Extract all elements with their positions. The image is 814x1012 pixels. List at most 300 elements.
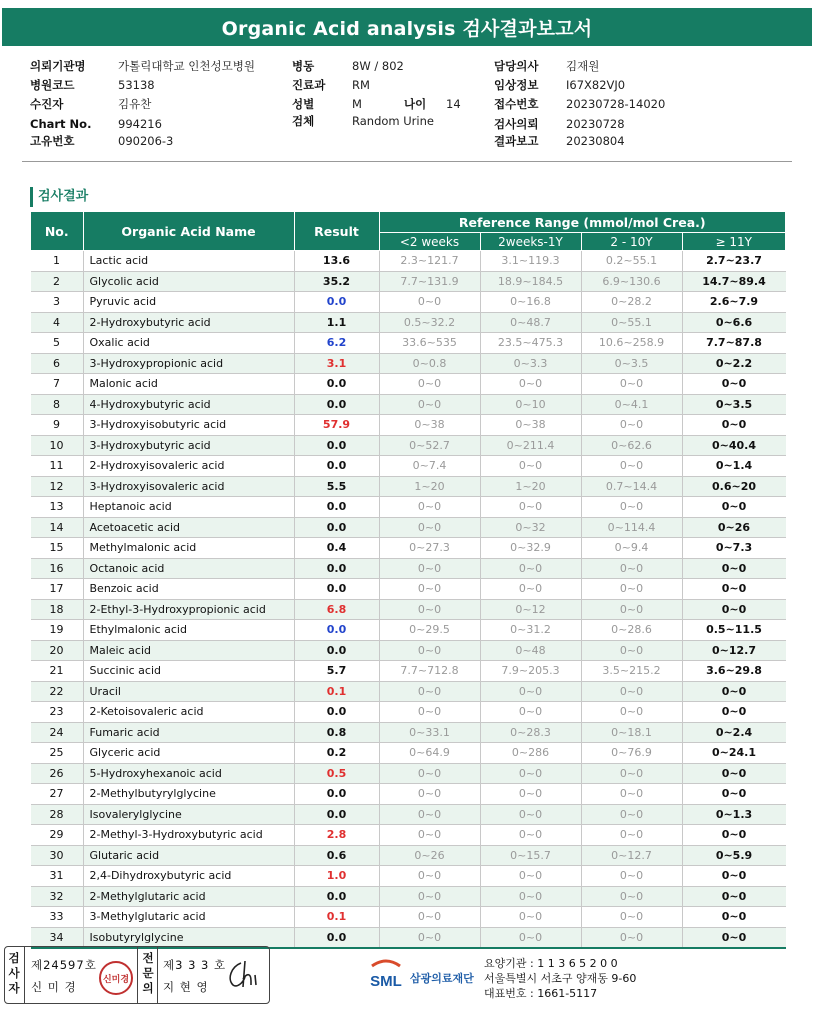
ref-11y-plus: 0~26: [682, 517, 786, 538]
ref-under-2weeks: 0~0: [379, 640, 480, 661]
ref-under-2weeks: 0~0: [379, 804, 480, 825]
row-number: 32: [31, 886, 84, 907]
ref-under-2weeks: 0~0: [379, 517, 480, 538]
result-value: 0.1: [294, 681, 379, 702]
acid-name: 2-Methyl-3-Hydroxybutyric acid: [83, 825, 294, 846]
acid-name: Succinic acid: [83, 661, 294, 682]
table-row: [31, 374, 786, 395]
result-value: 0.1: [294, 907, 379, 928]
ref-under-2weeks: 0.5~32.2: [379, 312, 480, 333]
acid-name: Glycolic acid: [83, 271, 294, 292]
ref-2-10y: 0.2~55.1: [581, 251, 682, 272]
table-row: [31, 271, 786, 292]
info-value: Random Urine: [352, 114, 434, 128]
ref-under-2weeks: 0~0: [379, 579, 480, 600]
row-number: 31: [31, 866, 84, 887]
info-label: 병원코드: [30, 78, 75, 92]
ref-2-10y: 0~0: [581, 579, 682, 600]
table-row: [31, 599, 786, 620]
table-row: [31, 579, 786, 600]
ref-11y-plus: 0~0: [682, 886, 786, 907]
ref-11y-plus: 14.7~89.4: [682, 271, 786, 292]
org-phone: 대표번호 : 1661-5117: [484, 987, 598, 1000]
table-row: [31, 825, 786, 846]
acid-name: 2,4-Dihydroxybutyric acid: [83, 866, 294, 887]
result-value: 35.2: [294, 271, 379, 292]
info-label: 임상정보: [494, 78, 539, 92]
table-row: [31, 394, 786, 415]
ref-2weeks-1y: 0~12: [480, 599, 581, 620]
result-value: 1.0: [294, 866, 379, 887]
acid-name: 5-Hydroxyhexanoic acid: [83, 763, 294, 784]
table-row: [31, 681, 786, 702]
header-result: Result: [294, 212, 379, 251]
results-table: [30, 211, 786, 949]
result-value: 0.0: [294, 456, 379, 477]
row-number: 13: [31, 497, 84, 518]
table-row: [31, 702, 786, 723]
ref-2weeks-1y: 0~16.8: [480, 292, 581, 313]
acid-name: Pyruvic acid: [83, 292, 294, 313]
info-label: 검체: [292, 114, 315, 128]
row-number: 19: [31, 620, 84, 641]
ref-under-2weeks: 0~0: [379, 784, 480, 805]
info-value: 20230728: [566, 117, 625, 131]
info-label: 고유번호: [30, 134, 75, 148]
acid-name: Octanoic acid: [83, 558, 294, 579]
header-age-group: 2 - 10Y: [581, 233, 682, 251]
ref-11y-plus: 0~2.2: [682, 353, 786, 374]
ref-11y-plus: 0~0: [682, 558, 786, 579]
ref-under-2weeks: 0~0: [379, 702, 480, 723]
info-value: 김재원: [566, 59, 600, 73]
table-row: [31, 907, 786, 928]
result-value: 0.0: [294, 497, 379, 518]
signature-box: [4, 946, 270, 1004]
ref-2weeks-1y: 18.9~184.5: [480, 271, 581, 292]
info-value: M: [352, 97, 362, 111]
ref-under-2weeks: 0~0: [379, 394, 480, 415]
result-value: 0.5: [294, 763, 379, 784]
ref-2weeks-1y: 0~0: [480, 558, 581, 579]
table-row: [31, 497, 786, 518]
ref-under-2weeks: 2.3~121.7: [379, 251, 480, 272]
ref-under-2weeks: 0~0.8: [379, 353, 480, 374]
row-number: 24: [31, 722, 84, 743]
ref-2-10y: 0~0: [581, 804, 682, 825]
ref-11y-plus: 0~0: [721, 500, 747, 514]
info-label: 담당의사: [494, 59, 539, 73]
ref-under-2weeks: 0~52.7: [379, 435, 480, 456]
table-row: [31, 435, 786, 456]
ref-2-10y: 0~0: [581, 497, 682, 518]
info-label: 결과보고: [494, 134, 539, 148]
acid-name: 3-Methylglutaric acid: [83, 907, 294, 928]
acid-name: 3-Hydroxypropionic acid: [83, 353, 294, 374]
acid-name: Malonic acid: [83, 374, 294, 395]
ref-2-10y: 0~0: [581, 825, 682, 846]
result-value: 0.0: [294, 886, 379, 907]
info-label: 검사의뢰: [494, 117, 539, 131]
ref-11y-plus: 0~0: [721, 787, 747, 801]
ref-2-10y: 0~0: [581, 784, 682, 805]
ref-11y-plus: 7.7~87.8: [706, 336, 762, 350]
row-number: 16: [31, 558, 84, 579]
acid-name: Heptanoic acid: [83, 497, 294, 518]
row-number: 17: [31, 579, 84, 600]
result-value: 1.1: [294, 312, 379, 333]
info-row: [494, 115, 714, 133]
row-number: 34: [31, 927, 84, 948]
ref-2-10y: 0.7~14.4: [581, 476, 682, 497]
ref-under-2weeks: 0~26: [379, 845, 480, 866]
row-number: 14: [31, 517, 84, 538]
ref-2weeks-1y: 0~286: [480, 743, 581, 764]
info-value: 53138: [118, 78, 155, 92]
acid-name: 2-Ketoisovaleric acid: [83, 702, 294, 723]
table-row: [31, 866, 786, 887]
age-value: 14: [446, 97, 461, 111]
ref-2weeks-1y: 0~15.7: [480, 845, 581, 866]
table-row: [31, 886, 786, 907]
specialist-label: 전문의: [142, 951, 154, 995]
ref-2-10y: 0~0: [581, 599, 682, 620]
ref-under-2weeks: 0~0: [379, 599, 480, 620]
row-number: 2: [31, 271, 84, 292]
ref-2-10y: 0~12.7: [581, 845, 682, 866]
table-row: [31, 456, 786, 477]
result-value: 0.4: [294, 538, 379, 559]
ref-under-2weeks: 0~0: [379, 558, 480, 579]
ref-2weeks-1y: 3.1~119.3: [480, 251, 581, 272]
row-number: 20: [31, 640, 84, 661]
ref-2-10y: 0~76.9: [581, 743, 682, 764]
table-row: [31, 353, 786, 374]
ref-2weeks-1y: 0~0: [480, 825, 581, 846]
examiner-name: 신 미 경: [31, 980, 77, 994]
info-value: 가톨릭대학교 인천성모병원: [118, 59, 255, 73]
org-code: 요양기관 : 1 1 3 6 5 2 0 0: [484, 957, 618, 970]
info-row: [494, 76, 714, 94]
acid-name: Benzoic acid: [83, 579, 294, 600]
row-number: 7: [31, 374, 84, 395]
ref-11y-plus: 0.6~20: [682, 476, 786, 497]
row-number: 15: [31, 538, 84, 559]
result-value: 0.2: [294, 743, 379, 764]
acid-name: 3-Hydroxyisovaleric acid: [83, 476, 294, 497]
table-row: [31, 640, 786, 661]
row-number: 3: [31, 292, 84, 313]
table-row: [31, 661, 786, 682]
info-row: [30, 132, 280, 150]
row-number: 26: [31, 763, 84, 784]
header-age-group: 2weeks-1Y: [480, 233, 581, 251]
info-row: [292, 95, 482, 113]
info-row: [292, 57, 482, 75]
result-value: 3.1: [294, 353, 379, 374]
table-row: [31, 927, 786, 948]
ref-11y-plus: 3.6~29.8: [706, 664, 762, 678]
ref-11y-plus: 0~1.4: [715, 459, 753, 473]
ref-under-2weeks: 0~0: [379, 927, 480, 948]
ref-2-10y: 0~0: [581, 681, 682, 702]
table-row: [31, 333, 786, 354]
ref-2weeks-1y: 0~0: [480, 907, 581, 928]
examiner-label: 검사자: [8, 951, 20, 995]
row-number: 21: [31, 661, 84, 682]
result-value: 6.2: [294, 333, 379, 354]
ref-11y-plus: 0~0: [682, 763, 786, 784]
acid-name: 2-Ethyl-3-Hydroxypropionic acid: [83, 599, 294, 620]
ref-under-2weeks: 0~0: [379, 497, 480, 518]
acid-name: Glyceric acid: [83, 743, 294, 764]
ref-2weeks-1y: 0~3.3: [480, 353, 581, 374]
examiner-license: 제24597호: [31, 958, 97, 972]
row-number: 33: [31, 907, 84, 928]
row-number: 1: [31, 251, 84, 272]
result-value: 2.8: [294, 825, 379, 846]
ref-under-2weeks: 0~27.3: [379, 538, 480, 559]
ref-2-10y: 0~62.6: [581, 435, 682, 456]
ref-11y-plus: 0~0: [721, 418, 747, 432]
info-value: RM: [352, 78, 370, 92]
sml-logo-icon: [366, 958, 406, 992]
result-value: 0.0: [294, 620, 379, 641]
row-number: 23: [31, 702, 84, 723]
row-number: 11: [31, 456, 84, 477]
ref-2weeks-1y: 0~0: [480, 804, 581, 825]
result-value: 0.0: [294, 394, 379, 415]
ref-11y-plus: 0~0: [682, 599, 786, 620]
ref-2weeks-1y: 7.9~205.3: [480, 661, 581, 682]
acid-name: Ethylmalonic acid: [83, 620, 294, 641]
row-number: 9: [31, 415, 84, 436]
table-row: [31, 784, 786, 805]
info-row: [494, 132, 714, 150]
ref-11y-plus: 0~6.6: [682, 312, 786, 333]
acid-name: Acetoacetic acid: [83, 517, 294, 538]
acid-name: 2-Methylglutaric acid: [83, 886, 294, 907]
info-value: 20230804: [566, 134, 625, 148]
ref-2weeks-1y: 0~0: [480, 866, 581, 887]
info-label: 성별: [292, 97, 315, 111]
acid-name: 3-Hydroxybutyric acid: [83, 435, 294, 456]
ref-2weeks-1y: 0~0: [480, 784, 581, 805]
ref-under-2weeks: 0~7.4: [379, 456, 480, 477]
ref-under-2weeks: 0~38: [379, 415, 480, 436]
ref-under-2weeks: 0~0: [379, 681, 480, 702]
table-row: [31, 743, 786, 764]
specialist-name: 지 현 영: [163, 980, 209, 994]
ref-2-10y: 6.9~130.6: [581, 271, 682, 292]
ref-11y-plus: 0~0: [682, 681, 786, 702]
info-label: Chart No.: [30, 117, 92, 131]
ref-11y-plus: 0~12.7: [682, 640, 786, 661]
ref-2-10y: 0~0: [581, 415, 682, 436]
row-number: 27: [31, 784, 84, 805]
ref-2weeks-1y: 0~32.9: [480, 538, 581, 559]
acid-name: Fumaric acid: [83, 722, 294, 743]
ref-2-10y: 0~3.5: [581, 353, 682, 374]
ref-under-2weeks: 0~0: [379, 374, 480, 395]
report-title: Organic Acid analysis 검사결과보고서: [2, 8, 812, 46]
ref-2-10y: 0~0: [581, 702, 682, 723]
info-row: [30, 57, 280, 75]
table-row: [31, 312, 786, 333]
row-number: 4: [31, 312, 84, 333]
ref-under-2weeks: 0~0: [379, 886, 480, 907]
ref-2weeks-1y: 0~10: [480, 394, 581, 415]
ref-2-10y: 3.5~215.2: [581, 661, 682, 682]
result-value: 0.0: [294, 784, 379, 805]
result-value: 0.0: [294, 558, 379, 579]
ref-2weeks-1y: 0~0: [480, 579, 581, 600]
result-value: 0.0: [294, 804, 379, 825]
result-value: 0.8: [294, 722, 379, 743]
info-row: [292, 76, 482, 94]
result-value: 6.8: [294, 599, 379, 620]
ref-2weeks-1y: 0~32: [480, 517, 581, 538]
table-row: [31, 538, 786, 559]
org-info: [484, 956, 636, 1001]
acid-name: Maleic acid: [83, 640, 294, 661]
ref-under-2weeks: 0~0: [379, 907, 480, 928]
info-value: 090206-3: [118, 134, 174, 148]
ref-2weeks-1y: 0~0: [480, 374, 581, 395]
table-row: [31, 845, 786, 866]
row-number: 12: [31, 476, 84, 497]
table-row: [31, 763, 786, 784]
table-row: [31, 620, 786, 641]
table-row: [31, 251, 786, 272]
ref-2-10y: 10.6~258.9: [581, 333, 682, 354]
stamp-text: 신미경: [102, 974, 130, 985]
ref-11y-plus: 0~0: [721, 705, 747, 719]
info-label: 접수번호: [494, 97, 539, 111]
header-name: Organic Acid Name: [83, 212, 294, 251]
info-value: 20230728-14020: [566, 97, 666, 111]
ref-11y-plus: 0~0: [721, 869, 747, 883]
org-address: 서울특별시 서초구 양재동 9-60: [484, 972, 637, 985]
section-title: 검사결과: [30, 187, 88, 207]
result-value: 0.6: [294, 845, 379, 866]
ref-11y-plus: 0.5~11.5: [706, 623, 762, 637]
table-row: [31, 476, 786, 497]
divider: [22, 161, 792, 162]
acid-name: 2-Hydroxyisovaleric acid: [83, 456, 294, 477]
ref-2-10y: 0~28.2: [581, 292, 682, 313]
ref-11y-plus: 0~24.1: [711, 746, 756, 760]
row-number: 28: [31, 804, 84, 825]
org-name: 삼광의료재단: [410, 972, 474, 985]
ref-2-10y: 0~9.4: [581, 538, 682, 559]
ref-11y-plus: 2.6~7.9: [709, 295, 759, 309]
acid-name: Lactic acid: [83, 251, 294, 272]
info-label: 진료과: [292, 78, 326, 92]
header-age-group: ≥ 11Y: [682, 233, 786, 251]
ref-2weeks-1y: 0~28.3: [480, 722, 581, 743]
ref-under-2weeks: 0~64.9: [379, 743, 480, 764]
info-label: 의뢰기관명: [30, 59, 86, 73]
row-number: 29: [31, 825, 84, 846]
result-value: 0.0: [294, 579, 379, 600]
info-value: 8W / 802: [352, 59, 404, 73]
row-number: 25: [31, 743, 84, 764]
ref-2-10y: 0~0: [581, 907, 682, 928]
result-value: 13.6: [294, 251, 379, 272]
ref-under-2weeks: 0~0: [379, 825, 480, 846]
acid-name: Oxalic acid: [83, 333, 294, 354]
row-number: 10: [31, 435, 84, 456]
ref-2weeks-1y: 0~31.2: [480, 620, 581, 641]
result-value: 5.5: [294, 476, 379, 497]
info-row: [30, 76, 280, 94]
ref-11y-plus: 0~5.9: [682, 845, 786, 866]
examiner-stamp: [99, 961, 133, 995]
ref-11y-plus: 0~1.3: [682, 804, 786, 825]
ref-2-10y: 0~0: [581, 456, 682, 477]
header-age-group: <2 weeks: [379, 233, 480, 251]
table-row: [31, 292, 786, 313]
signature-icon: [223, 957, 263, 993]
row-number: 6: [31, 353, 84, 374]
row-number: 8: [31, 394, 84, 415]
ref-2weeks-1y: 0~48: [480, 640, 581, 661]
result-value: 5.7: [294, 661, 379, 682]
divider: [24, 947, 25, 1003]
result-value: 0.0: [294, 702, 379, 723]
table-row: [31, 558, 786, 579]
ref-2weeks-1y: 0~38: [480, 415, 581, 436]
row-number: 18: [31, 599, 84, 620]
ref-under-2weeks: 1~20: [379, 476, 480, 497]
ref-2-10y: 0~4.1: [581, 394, 682, 415]
ref-11y-plus: 0~40.4: [682, 435, 786, 456]
info-row: [292, 112, 482, 130]
info-row: [494, 95, 714, 113]
ref-2-10y: 0~0: [581, 558, 682, 579]
ref-2-10y: 0~0: [581, 763, 682, 784]
ref-2-10y: 0~0: [581, 927, 682, 948]
info-label: 수진자: [30, 97, 64, 111]
table-row: [31, 517, 786, 538]
ref-11y-plus: 0~7.3: [715, 541, 753, 555]
logo-text: SML: [370, 973, 402, 990]
divider: [137, 947, 138, 1003]
ref-2weeks-1y: 0~0: [480, 763, 581, 784]
acid-name: Isovalerylglycine: [83, 804, 294, 825]
header-reference-range: Reference Range (mmol/mol Crea.): [379, 212, 786, 233]
info-value: I67X82VJ0: [566, 78, 626, 92]
ref-11y-plus: 0~3.5: [682, 394, 786, 415]
result-value: 57.9: [294, 415, 379, 436]
ref-2-10y: 0~0: [581, 866, 682, 887]
acid-name: Uracil: [83, 681, 294, 702]
table-row: [31, 804, 786, 825]
acid-name: Glutaric acid: [83, 845, 294, 866]
row-number: 5: [31, 333, 84, 354]
result-value: 0.0: [294, 640, 379, 661]
ref-11y-plus: 2.7~23.7: [706, 254, 762, 268]
ref-under-2weeks: 0~0: [379, 866, 480, 887]
acid-name: 2-Hydroxybutyric acid: [83, 312, 294, 333]
acid-name: 3-Hydroxyisobutyric acid: [83, 415, 294, 436]
row-number: 22: [31, 681, 84, 702]
ref-under-2weeks: 0~29.5: [379, 620, 480, 641]
ref-11y-plus: 0~0: [721, 828, 747, 842]
specialist-license: 제3 3 3 호: [163, 958, 227, 972]
ref-2-10y: 0~0: [581, 640, 682, 661]
